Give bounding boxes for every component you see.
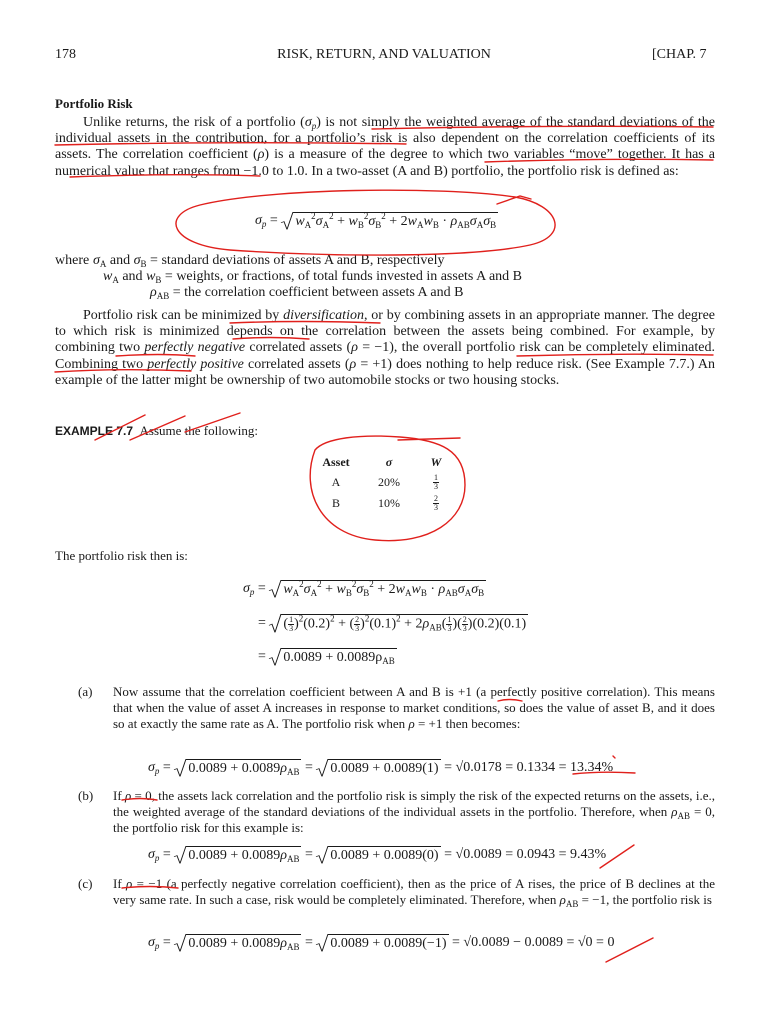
col-header-sigma: σ xyxy=(385,455,393,469)
portfolio-risk-then: The portfolio risk then is: xyxy=(55,548,188,563)
asset-table xyxy=(315,453,451,514)
where-label: where xyxy=(55,253,90,268)
part-b-text: If ρ = 0, the assets lack correlation and the portfolio risk is simply the risk of the expected returns on the assets, i.e., the weighted average of the standard deviations of the individual assets in the portfolio. Therefore, when $\rho_{AB} = 0$, the portfolio risk for this example is: xyxy=(113,788,715,836)
def-rho: $\rho_{AB}$ = the correlation coefficient between assets A and B xyxy=(150,285,464,301)
diversification-paragraph: Portfolio risk can be minimized by diversification, or by combining assets in an appropriate manner. The degree to which risk is minimized depends on the correlation between the assets being combined. For example, by combining two perfectly negative correlated assets (ρ = −1), the overall portfolio risk can be completely eliminated. Combining two perfectly positive correlated assets (ρ = +1) does nothing to help reduce risk. (See Example 7.7.) An example of the latter might be ownership of two automobile stocks or two housing stocks. xyxy=(55,308,715,388)
calc-line-1: $\sigma_p$ = $w_A^2\sigma_A^2 + w_B^2\sigma_B^2 + 2w_Aw_B \cdot \rho_{AB}\sigma_A\sigma_B$ xyxy=(243,579,485,598)
intro-paragraph: Unlike returns, the risk of a portfolio $(\sigma_p)$ is not simply the weighted average of the standard deviations of the individual assets in the contribution, for a portfolio’s risk is also dependent on the correlation coefficients of its assets. The correlation coefficient (ρ) is a measure of the degree to which two variables “move” together. It has a numerical value that ranges from −1.0 to 1.0. In a two-asset (A and B) portfolio, the portfolio risk is defined as: xyxy=(55,115,715,179)
part-c-text: If ρ = −1 (a perfectly negative correlation coefficient), then as the price of A rises, the price of B declines at the very same rate. In such a case, risk would be completely eliminated. Therefore, when $\rho_{AB} = -1$, the portfolio risk is xyxy=(113,876,715,910)
calc-line-3: = $0.0089 + 0.0089\rho_{AB}$ xyxy=(258,649,395,666)
table-row: B 10% $\frac{2}{3}$ xyxy=(331,494,438,512)
page-number: 178 xyxy=(55,47,76,62)
part-c-label: (c) xyxy=(78,876,93,891)
table-row: A 20% $\frac{1}{3}$ xyxy=(331,473,438,491)
part-a-text: Now assume that the correlation coefficient between A and B is +1 (a perfectly positive correlation). This means that when the value of asset A increases in response to market conditions, so does the value of asset B, and it does so at exactly the same rate as A. The portfolio risk when ρ = +1 then becomes: xyxy=(113,684,715,732)
table-top-line xyxy=(398,438,460,440)
chapter-label: [CHAP. 7 xyxy=(652,47,707,62)
table-header-row xyxy=(315,453,451,472)
example-heading: EXAMPLE 7.7 Assume the following: xyxy=(55,423,258,438)
def-sigma: $\sigma_A$ and $\sigma_B$ = standard deviations of assets A and B, respectively xyxy=(93,253,445,269)
formula-tick xyxy=(497,196,531,204)
def-weights: $w_A$ and $w_B$ = weights, or fractions, of total funds invested in assets A and B xyxy=(103,269,522,285)
part-a-label: (a) xyxy=(78,684,93,699)
portfolio-risk-formula: $\sigma_p$ = $w_A^2\sigma_A^2 + w_B^2\sigma_B^2 + 2w_Aw_B \cdot \rho_{AB}\sigma_A\sigma_B$ xyxy=(255,211,497,230)
running-title: RISK, RETURN, AND VALUATION xyxy=(277,47,491,62)
example-label: EXAMPLE 7.7 xyxy=(55,424,134,438)
part-a-equation: $\sigma_p$ = $0.0089 + 0.0089\rho_{AB}$ = 0.0089 + 0.0089(1) = √0.0178 = 0.1334 = 13.34% xyxy=(148,760,614,777)
dot-mark xyxy=(613,756,615,758)
part-b-equation: $\sigma_p$ = $0.0089 + 0.0089\rho_{AB}$ = 0.0089 + 0.0089(0) = √0.0089 = 0.0943 = 9.43% xyxy=(148,847,607,864)
section-heading: Portfolio Risk xyxy=(55,96,133,111)
col-header-asset: Asset xyxy=(322,455,350,469)
part-b-label: (b) xyxy=(78,788,94,803)
part-c-equation: $\sigma_p$ = $0.0089 + 0.0089\rho_{AB}$ = 0.0089 + 0.0089(−1) = √0.0089 − 0.0089 = √0 = 0 xyxy=(148,935,615,952)
calc-line-2: = ( $\frac{1}{3}$ )$^2(0.2)^2$ + ( $\frac{2}{3}$ )$^2(0.1)^2 + 2\rho_{AB}$( $\frac{1}{3}$ )( $\frac{2}{3}$ )(0.2)(0.1) xyxy=(258,613,527,633)
col-header-weight: W xyxy=(430,455,442,469)
annotation-strokes xyxy=(55,126,713,962)
